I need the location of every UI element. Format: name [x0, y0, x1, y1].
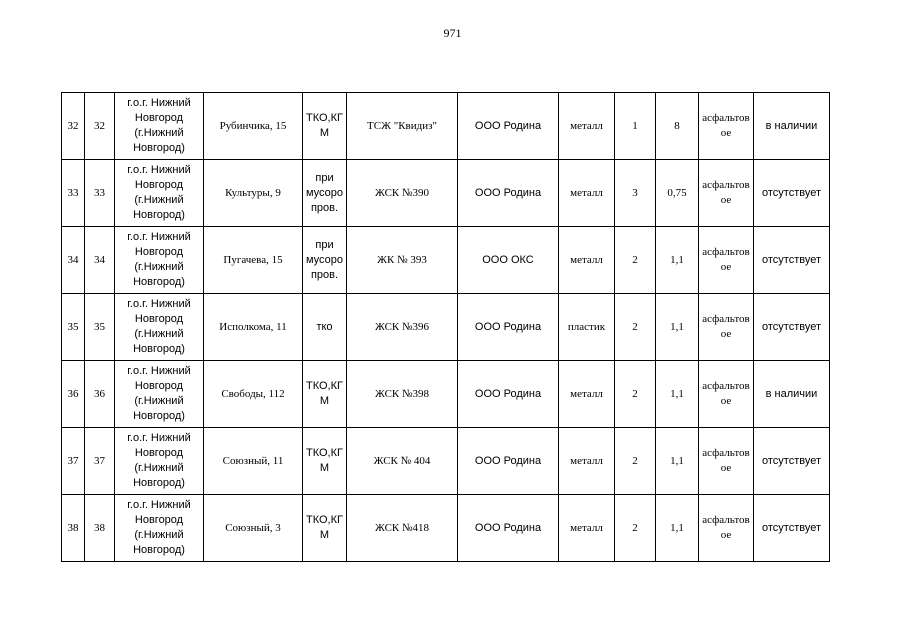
- cell-surface-type: асфальтов ое: [699, 495, 754, 562]
- table-row: [62, 495, 830, 562]
- cell-address: Союзный, 3: [204, 495, 303, 562]
- cell-surface-type: асфальтов ое: [699, 361, 754, 428]
- cell-manager: ЖСК № 404: [347, 428, 458, 495]
- cell-container-volume: 1,1: [656, 428, 699, 495]
- cell-site-number: 38: [85, 495, 115, 562]
- cell-container-material: металл: [559, 361, 615, 428]
- cell-container-material: металл: [559, 227, 615, 294]
- table-row: [62, 428, 830, 495]
- cell-container-material: металл: [559, 160, 615, 227]
- cell-municipality: г.о.г. Нижний Новгород (г.Нижний Новгород): [115, 361, 204, 428]
- table-body: [62, 93, 830, 562]
- cell-surface-type: асфальтов ое: [699, 160, 754, 227]
- cell-container-count: 2: [615, 428, 656, 495]
- cell-site-number: 37: [85, 428, 115, 495]
- cell-carrier: ООО Родина: [458, 428, 559, 495]
- cell-manager: ЖСК №396: [347, 294, 458, 361]
- cell-address: Пугачева, 15: [204, 227, 303, 294]
- cell-row-number: 33: [62, 160, 85, 227]
- cell-site-number: 34: [85, 227, 115, 294]
- cell-manager: ЖК № 393: [347, 227, 458, 294]
- cell-waste-type: ТКО,КГ М: [303, 93, 347, 160]
- cell-municipality: г.о.г. Нижний Новгород (г.Нижний Новгород): [115, 227, 204, 294]
- cell-site-number: 32: [85, 93, 115, 160]
- cell-surface-type: асфальтов ое: [699, 428, 754, 495]
- cell-row-number: 35: [62, 294, 85, 361]
- cell-row-number: 36: [62, 361, 85, 428]
- page-number: 971: [443, 26, 462, 40]
- cell-municipality: г.о.г. Нижний Новгород (г.Нижний Новгород): [115, 294, 204, 361]
- cell-waste-type: ТКО,КГ М: [303, 361, 347, 428]
- cell-container-count: 1: [615, 93, 656, 160]
- cell-waste-type: тко: [303, 294, 347, 361]
- cell-waste-type: ТКО,КГ М: [303, 428, 347, 495]
- cell-waste-type: ТКО,КГ М: [303, 495, 347, 562]
- cell-waste-type: при мусоро пров.: [303, 227, 347, 294]
- cell-site-number: 33: [85, 160, 115, 227]
- cell-municipality: г.о.г. Нижний Новгород (г.Нижний Новгород): [115, 495, 204, 562]
- cell-container-volume: 1,1: [656, 361, 699, 428]
- cell-container-count: 2: [615, 361, 656, 428]
- table-row: [62, 361, 830, 428]
- cell-row-number: 38: [62, 495, 85, 562]
- cell-manager: ЖСК №398: [347, 361, 458, 428]
- table-row: [62, 227, 830, 294]
- table-row: [62, 93, 830, 160]
- cell-row-number: 34: [62, 227, 85, 294]
- cell-fence-status: в наличии: [754, 93, 830, 160]
- cell-row-number: 37: [62, 428, 85, 495]
- cell-container-count: 3: [615, 160, 656, 227]
- cell-site-number: 36: [85, 361, 115, 428]
- cell-municipality: г.о.г. Нижний Новгород (г.Нижний Новгород): [115, 93, 204, 160]
- cell-container-volume: 1,1: [656, 495, 699, 562]
- cell-site-number: 35: [85, 294, 115, 361]
- cell-manager: ТСЖ "Квидиз": [347, 93, 458, 160]
- cell-carrier: ООО Родина: [458, 361, 559, 428]
- cell-container-count: 2: [615, 294, 656, 361]
- cell-fence-status: отсутствует: [754, 227, 830, 294]
- cell-carrier: ООО ОКС: [458, 227, 559, 294]
- waste-sites-table: [61, 92, 830, 562]
- cell-address: Культуры, 9: [204, 160, 303, 227]
- cell-address: Рубинчика, 15: [204, 93, 303, 160]
- cell-container-count: 2: [615, 495, 656, 562]
- cell-surface-type: асфальтов ое: [699, 227, 754, 294]
- cell-container-volume: 1,1: [656, 227, 699, 294]
- cell-fence-status: отсутствует: [754, 294, 830, 361]
- cell-manager: ЖСК №390: [347, 160, 458, 227]
- cell-carrier: ООО Родина: [458, 93, 559, 160]
- cell-fence-status: в наличии: [754, 361, 830, 428]
- cell-container-material: металл: [559, 428, 615, 495]
- cell-fence-status: отсутствует: [754, 495, 830, 562]
- cell-municipality: г.о.г. Нижний Новгород (г.Нижний Новгород): [115, 428, 204, 495]
- cell-row-number: 32: [62, 93, 85, 160]
- table-row: [62, 160, 830, 227]
- cell-fence-status: отсутствует: [754, 160, 830, 227]
- cell-container-count: 2: [615, 227, 656, 294]
- cell-container-material: металл: [559, 495, 615, 562]
- cell-container-volume: 1,1: [656, 294, 699, 361]
- cell-container-volume: 8: [656, 93, 699, 160]
- cell-manager: ЖСК №418: [347, 495, 458, 562]
- cell-waste-type: при мусоро пров.: [303, 160, 347, 227]
- cell-container-volume: 0,75: [656, 160, 699, 227]
- cell-carrier: ООО Родина: [458, 294, 559, 361]
- cell-carrier: ООО Родина: [458, 160, 559, 227]
- table-row: [62, 294, 830, 361]
- cell-fence-status: отсутствует: [754, 428, 830, 495]
- cell-municipality: г.о.г. Нижний Новгород (г.Нижний Новгород): [115, 160, 204, 227]
- cell-container-material: пластик: [559, 294, 615, 361]
- cell-address: Союзный, 11: [204, 428, 303, 495]
- cell-surface-type: асфальтов ое: [699, 93, 754, 160]
- cell-container-material: металл: [559, 93, 615, 160]
- cell-address: Свободы, 112: [204, 361, 303, 428]
- cell-address: Исполкома, 11: [204, 294, 303, 361]
- cell-surface-type: асфальтов ое: [699, 294, 754, 361]
- cell-carrier: ООО Родина: [458, 495, 559, 562]
